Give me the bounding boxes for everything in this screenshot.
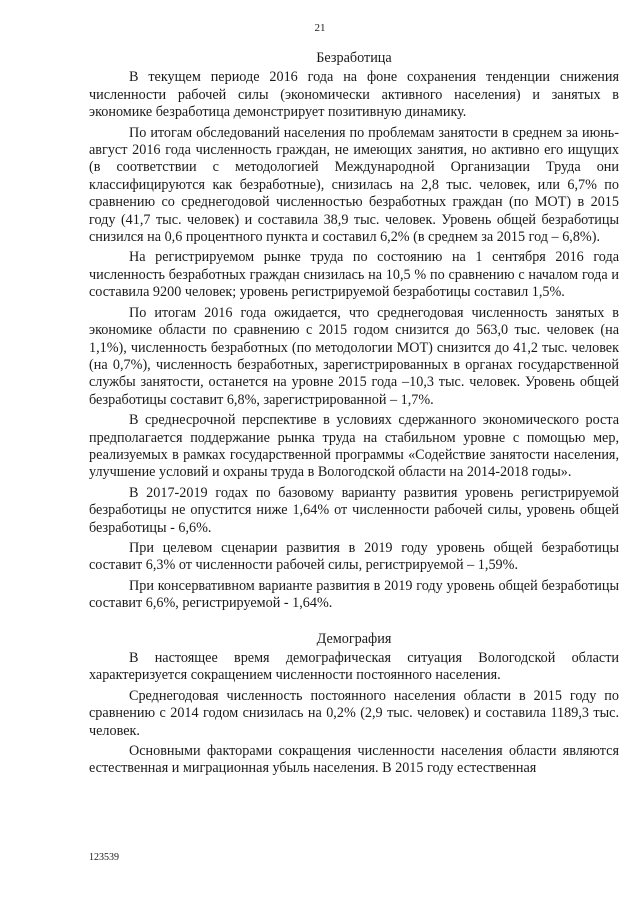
footer-document-code: 123539 — [89, 852, 119, 863]
paragraph: В текущем периоде 2016 года на фоне сохранения тенденции снижения численности рабочей силы (экономически активного населения) и занятых в экономике безработица демонстрирует позитивную динамику. — [89, 69, 619, 121]
paragraph: При консервативном варианте развития в 2019 году уровень общей безработицы составит 6,6%, регистрируемой - 1,64%. — [89, 577, 619, 612]
paragraph: Основными факторами сокращения численности населения области являются естественная и миграционная убыль населения. В 2015 году естественная — [89, 743, 619, 777]
paragraph: По итогам обследований населения по проблемам занятости в среднем за июнь-август 2016 года численность граждан, не имеющих занятия, но активно его ищущих (в соответствии с методологией Международной Организации Труда они классифицируются как безработные), снизилась на 2,8 тыс. человек, или 6,7% по сравнению со среднегодовой численностью безработных граждан (по МОТ) в 2015 году (41,7 тыс. человек) и составила 38,9 тыс. человек. Уровень общей безработицы снизился на 0,6 процентного пункта и составил 6,2% (в среднем за 2015 год – 6,8%). — [89, 124, 619, 246]
section-heading-demography: Демография — [316, 630, 392, 647]
paragraph: Среднегодовая численность постоянного населения области в 2015 году по сравнению с 2014 годом снизилась на 0,2% (2,9 тыс. человек) и составила 1189,3 тыс. человек. — [89, 687, 619, 739]
paragraph: В 2017-2019 годах по базовому варианту развития уровень регистрируемой безработицы не опустится ниже 1,64% от численности рабочей силы, уровень общей безработицы - 6,6%. — [89, 484, 619, 536]
paragraph: На регистрируемом рынке труда по состоянию на 1 сентября 2016 года численность безработных граждан снизилась на 10,5 % по сравнению с началом года и составила 9200 человек; уровень регистрируемой безработицы составил 1,5%. — [89, 249, 619, 301]
paragraph: При целевом сценарии развития в 2019 году уровень общей безработицы составит 6,3% от численности рабочей силы, регистрируемой – 1,59%. — [89, 539, 619, 574]
page-number: 21 — [314, 22, 326, 34]
paragraph: В настоящее время демографическая ситуация Вологодской области характеризуется сокращением численности постоянного населения. — [89, 650, 619, 684]
document-body — [89, 50, 619, 781]
paragraph: По итогам 2016 года ожидается, что среднегодовая численность занятых в экономике области по сравнению с 2015 годом снизится до 563,0 тыс. человек (на 1,1%), численность безработных (по методологии МОТ) снизится до 41,2 тыс. человек (на 0,7%), численность безработных, зарегистрированных в органах государственной службы занятости, останется на уровне 2015 года –10,3 тыс. человек. Уровень общей безработицы составит 6,8%, зарегистрированной – 1,7%. — [89, 304, 619, 408]
section-heading-unemployment: Безработица — [316, 50, 392, 66]
paragraph: В среднесрочной перспективе в условиях сдержанного экономического роста предполагается поддержание рынка труда на стабильном уровне с помощью мер, реализуемых в рамках государственной программы «Содействие занятости населения, улучшение условий и охраны труда в Вологодской области на 2014-2018 годы». — [89, 412, 619, 481]
